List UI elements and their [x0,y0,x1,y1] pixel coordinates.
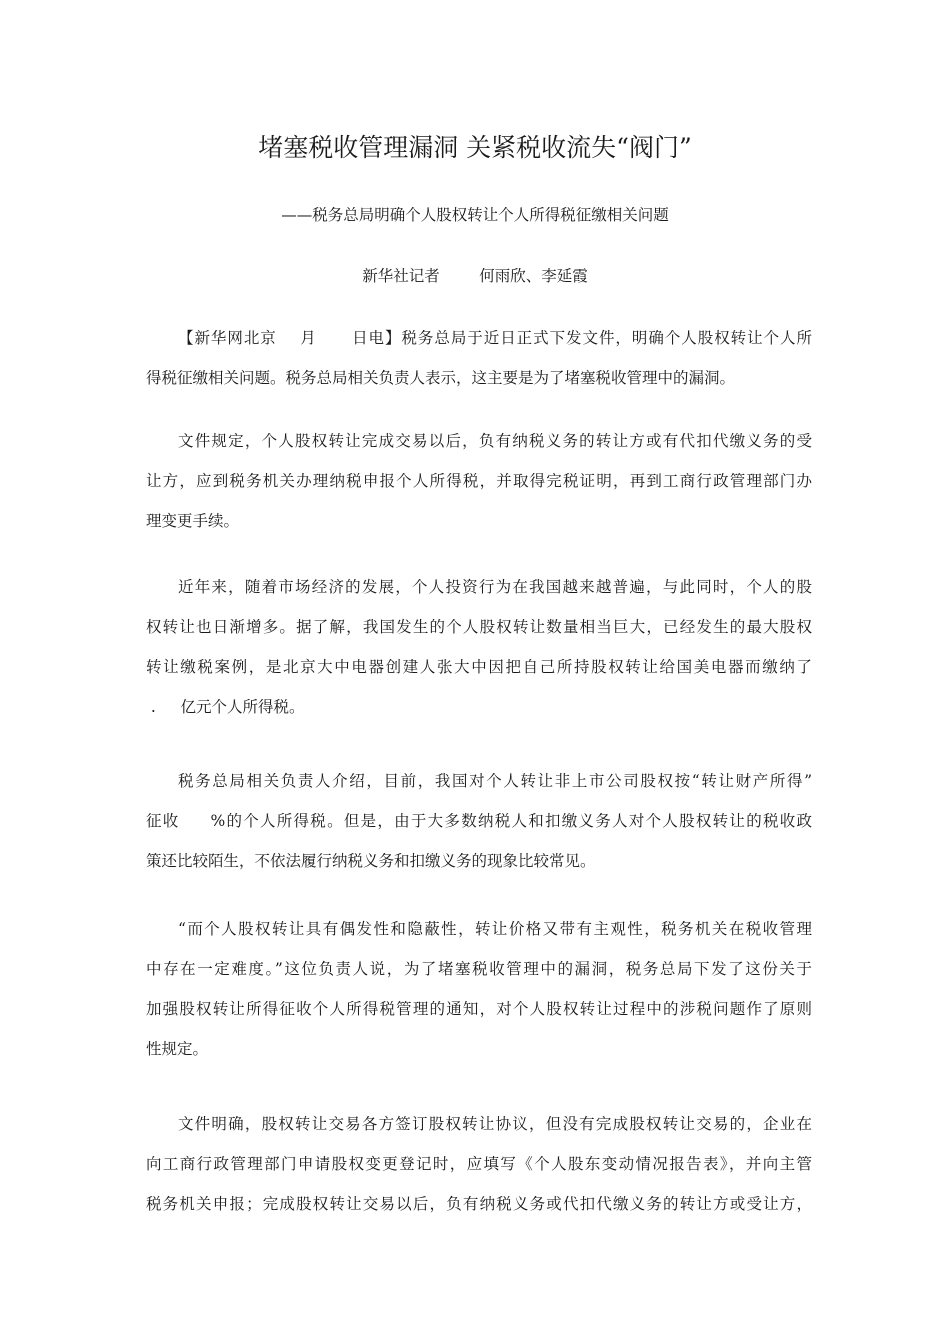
paragraph-line: 理变更手续。 [146,512,240,530]
paragraph-line: 文件明确，股权转让交易各方签订股权转让协议，但没有完成股权转让交易的，企业在 [178,1115,812,1133]
paragraph-line: 让方，应到税务机关办理纳税申报个人所得税，并取得完税证明，再到工商行政管理部门办 [146,472,812,490]
paragraph-line: 征收 %的个人所得税。但是，由于大多数纳税人和扣缴义务人对个人股权转让的税收政 [146,812,812,830]
paragraph-line: 文件规定，个人股权转让完成交易以后，负有纳税义务的转让方或有代扣代缴义务的受 [178,432,812,450]
paragraph-line: 近年来，随着市场经济的发展，个人投资行为在我国越来越普遍，与此同时，个人的股 [178,578,812,596]
article-subtitle: ——税务总局明确个人股权转让个人所得税征缴相关问题 [281,206,669,224]
paragraph-line: 权转让也日渐增多。据了解，我国发生的个人股权转让数量相当巨大，已经发生的最大股权 [146,618,812,636]
paragraph-line: . 亿元个人所得税。 [146,698,305,716]
article-byline: 新华社记者 何雨欣、李延霞 [362,267,588,285]
paragraph-line: 税务机关申报；完成股权转让交易以后，负有纳税义务或代扣代缴义务的转让方或受让方， [146,1195,812,1213]
paragraph-line: 性规定。 [146,1040,209,1058]
paragraph-1 [146,318,812,398]
paragraph-3 [146,567,812,727]
article-title: 堵塞税收管理漏洞 关紧税收流失“阀门” [258,133,692,162]
paragraph-line: 中存在一定难度。”这位负责人说，为了堵塞税收管理中的漏洞，税务总局下发了这份关于 [146,960,812,978]
paragraph-line: 得税征缴相关问题。税务总局相关负责人表示，这主要是为了堵塞税收管理中的漏洞。 [146,369,736,387]
paragraph-5 [146,909,812,1069]
paragraph-line: 加强股权转让所得征收个人所得税管理的通知，对个人股权转让过程中的涉税问题作了原则 [146,1000,812,1018]
paragraph-line: 向工商行政管理部门申请股权变更登记时，应填写《个人股东变动情况报告表》，并向主管 [146,1155,812,1173]
paragraph-line: 【新华网北京 月 日电】税务总局于近日正式下发文件，明确个人股权转让个人所 [178,329,812,347]
paragraph-line: 税务总局相关负责人介绍，目前，我国对个人转让非上市公司股权按“转让财产所得” [178,772,812,790]
paragraph-6 [146,1104,812,1224]
paragraph-line: 策还比较陌生，不依法履行纳税义务和扣缴义务的现象比较常见。 [146,852,596,870]
paragraph-2 [146,421,812,541]
paragraph-line: 转让缴税案例，是北京大中电器创建人张大中因把自己所持股权转让给国美电器而缴纳了 [146,658,812,676]
paragraph-line: “而个人股权转让具有偶发性和隐蔽性，转让价格又带有主观性，税务机关在税收管理 [178,920,812,938]
paragraph-4 [146,761,812,881]
